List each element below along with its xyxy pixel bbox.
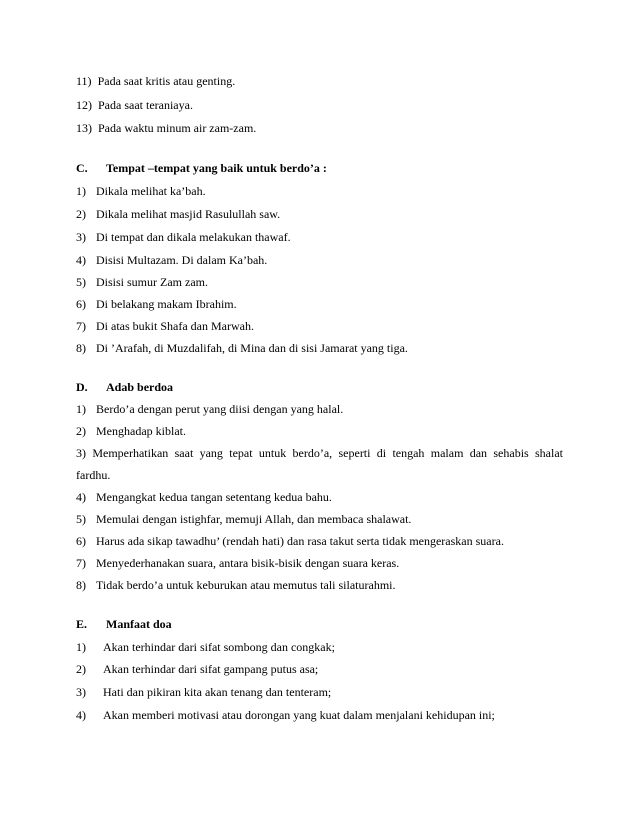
list-number: 4) <box>76 490 86 504</box>
list-number: 4) <box>76 708 86 722</box>
list-text: Di belakang makam Ibrahim. <box>96 297 237 311</box>
list-item <box>76 184 206 198</box>
list-number: 1) <box>76 640 86 654</box>
list-text: Disisi Multazam. Di dalam Ka’bah. <box>96 253 268 267</box>
list-item <box>76 319 254 333</box>
list-item <box>76 297 237 311</box>
list-text: Memulai dengan istighfar, memuji Allah, dan membaca shalawat. <box>96 512 412 526</box>
list-item <box>76 534 504 548</box>
list-item <box>76 662 318 676</box>
list-item <box>76 230 291 244</box>
list-item <box>76 578 396 592</box>
list-item <box>76 512 411 526</box>
list-item <box>76 424 186 438</box>
list-number: 2) <box>76 207 86 221</box>
list-number: 4) <box>76 253 86 267</box>
list-item <box>76 685 331 699</box>
list-text: Memperhatikan saat yang tepat untuk berdo’a, seperti di tengah malam dan sehabis shalat <box>92 446 564 460</box>
list-text: Dikala melihat ka’bah. <box>96 184 206 198</box>
list-number: 5) <box>76 275 86 289</box>
section-title: Adab berdoa <box>106 380 174 394</box>
list-number: 3) <box>76 446 86 460</box>
list-continuation: fardhu. <box>76 468 111 482</box>
section-title: Tempat –tempat yang baik untuk berdo’a : <box>106 161 327 175</box>
list-number: 3) <box>76 230 86 244</box>
list-item-wrapped <box>76 446 563 460</box>
section-letter: E. <box>76 617 88 631</box>
list-item <box>76 253 267 267</box>
list-number: 1) <box>76 402 86 416</box>
list-text: Akan memberi motivasi atau dorongan yang kuat dalam menjalani kehidupan ini; <box>103 708 495 722</box>
list-number: 6) <box>76 534 86 548</box>
list-number: 2) <box>76 424 86 438</box>
list-number: 2) <box>76 662 86 676</box>
list-item <box>76 275 208 289</box>
list-item <box>76 640 335 654</box>
list-text: Hati dan pikiran kita akan tenang dan tenteram; <box>103 685 332 699</box>
list-item <box>76 402 343 416</box>
section-heading-d <box>76 380 173 394</box>
list-item <box>76 708 495 722</box>
list-number: 6) <box>76 297 86 311</box>
list-number: 8) <box>76 341 86 355</box>
list-item <box>76 121 256 135</box>
list-number: 12) <box>76 98 92 112</box>
list-item <box>76 207 280 221</box>
list-text: Pada waktu minum air zam-zam. <box>98 121 257 135</box>
list-item <box>76 98 193 112</box>
list-text: Berdo’a dengan perut yang diisi dengan yang halal. <box>96 402 344 416</box>
list-number: 5) <box>76 512 86 526</box>
section-heading-c <box>76 161 327 175</box>
list-text: Disisi sumur Zam zam. <box>96 275 208 289</box>
list-text: Di ’Arafah, di Muzdalifah, di Mina dan di sisi Jamarat yang tiga. <box>96 341 408 355</box>
list-number: 3) <box>76 685 86 699</box>
list-number: 11) <box>76 74 92 88</box>
list-item <box>76 556 399 570</box>
list-number: 13) <box>76 121 92 135</box>
list-number: 7) <box>76 319 86 333</box>
list-text: Tidak berdo’a untuk keburukan atau memutus tali silaturahmi. <box>96 578 396 592</box>
list-text: Menyederhanakan suara, antara bisik-bisik dengan suara keras. <box>96 556 400 570</box>
section-letter: D. <box>76 380 88 394</box>
section-letter: C. <box>76 161 88 175</box>
list-text: Mengangkat kedua tangan setentang kedua bahu. <box>96 490 332 504</box>
list-item <box>76 490 332 504</box>
list-item <box>76 74 235 88</box>
list-text: Dikala melihat masjid Rasulullah saw. <box>96 207 281 221</box>
list-text: Pada saat teraniaya. <box>98 98 193 112</box>
list-text: Akan terhindar dari sifat sombong dan congkak; <box>103 640 335 654</box>
section-title: Manfaat doa <box>106 617 172 631</box>
list-text: Pada saat kritis atau genting. <box>97 74 236 88</box>
section-heading-e <box>76 617 172 631</box>
list-text: Akan terhindar dari sifat gampang putus asa; <box>103 662 319 676</box>
list-text: Di tempat dan dikala melakukan thawaf. <box>96 230 291 244</box>
list-number: 7) <box>76 556 86 570</box>
list-item <box>76 341 408 355</box>
list-text: Menghadap kiblat. <box>96 424 186 438</box>
list-number: 8) <box>76 578 86 592</box>
list-number: 1) <box>76 184 86 198</box>
list-text: Harus ada sikap tawadhu’ (rendah hati) dan rasa takut serta tidak mengeraskan suara. <box>96 534 504 548</box>
list-text: Di atas bukit Shafa dan Marwah. <box>96 319 254 333</box>
